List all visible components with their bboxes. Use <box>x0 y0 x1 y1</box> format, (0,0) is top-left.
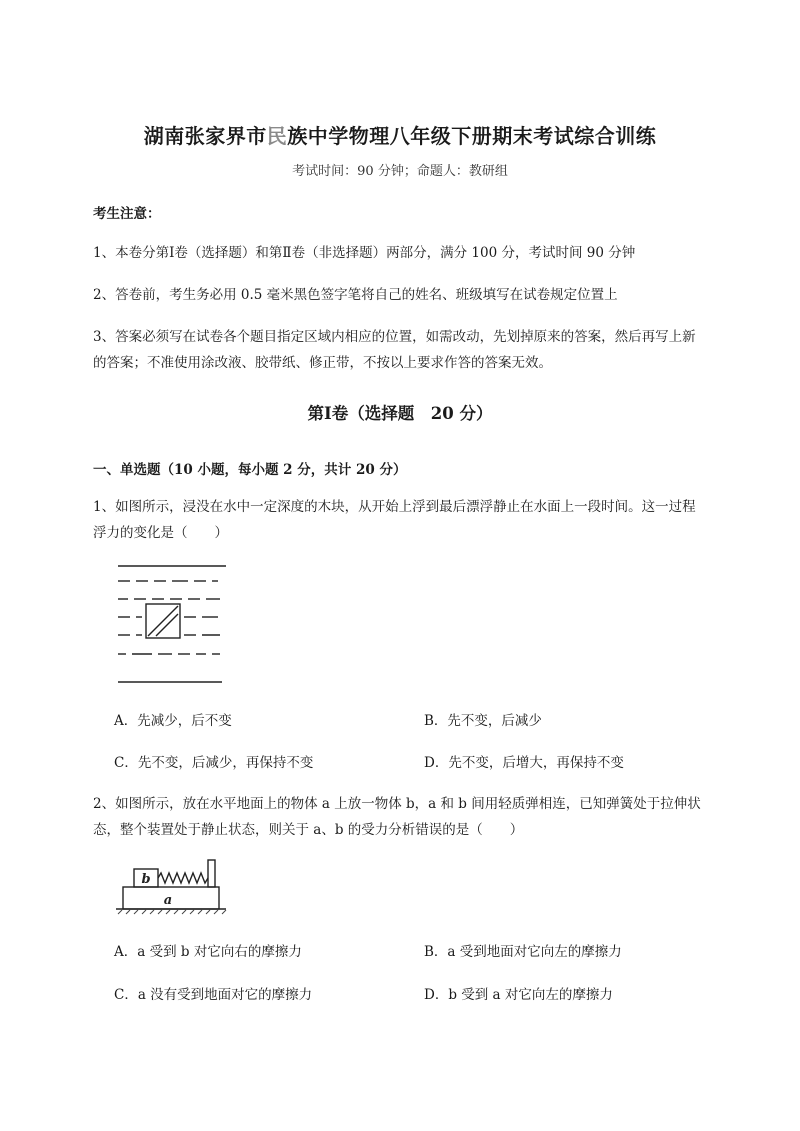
q1-option-a[interactable]: A．先减少，后不变 <box>114 713 232 729</box>
block-b-label: b <box>141 872 151 887</box>
section-title: 第Ⅰ卷（选择题 20 分） <box>307 404 493 423</box>
q1-option-d[interactable]: D．先不变，后增大，再保持不变 <box>424 755 624 771</box>
notice-item-2: 2、答卷前，考生务必用 0.5 毫米黑色签字笔将自己的姓名、班级填写在试卷规定位置上 <box>93 287 618 303</box>
q2-figure <box>112 852 232 922</box>
q1-figure <box>112 560 232 690</box>
exam-title <box>0 120 800 149</box>
block-a-label: a <box>163 893 173 908</box>
q2-option-c[interactable]: C．a 没有受到地面对它的摩擦力 <box>114 987 313 1003</box>
q2-option-a[interactable]: A．a 受到 b 对它向右的摩擦力 <box>114 944 302 960</box>
q2-option-b[interactable]: B．a 受到地面对它向左的摩擦力 <box>424 944 622 960</box>
q2-option-d[interactable]: D．b 受到 a 对它向左的摩擦力 <box>424 987 613 1003</box>
notice-item-1: 1、本卷分第Ⅰ卷（选择题）和第Ⅱ卷（非选择题）两部分，满分 100 分，考试时间 90 分钟 <box>93 245 636 261</box>
q2-stem-line-1: 2、如图所示，放在水平地面上的物体 a 上放一物体 b，a 和 b 间用轻质弹相连，已知弹簧处于拉伸状 <box>93 796 701 812</box>
notice-item-3-line-1: 3、答案必须写在试卷各个题目指定区域内相应的位置，如需改动，先划掉原来的答案，然后再写上新 <box>93 329 696 345</box>
notice-item-3-line-2: 的答案；不准使用涂改液、胶带纸、修正带，不按以上要求作答的答案无效。 <box>93 355 552 371</box>
q2-stem-line-2: 态，整个装置处于静止状态，则关于 a、b 的受力分析错误的是（ ） <box>93 822 524 838</box>
q1-stem-line-1: 1、如图所示，浸没在水中一定深度的木块，从开始上浮到最后漂浮静止在水面上一段时间。这一过程 <box>93 499 696 515</box>
title-part-1: 湖南张家界市 <box>143 124 267 148</box>
title-part-3: 族中学物理八年级下册期末考试综合训练 <box>287 124 657 148</box>
q1-option-c[interactable]: C．先不变，后减少，再保持不变 <box>114 755 314 771</box>
title-part-2: 民 <box>266 124 288 148</box>
exam-subtitle: 考试时间：90 分钟；命题人：教研组 <box>292 164 508 179</box>
q1-stem-line-2: 浮力的变化是（ ） <box>93 525 228 541</box>
notice-heading: 考生注意： <box>93 206 161 222</box>
section-subhead: 一、单选题（10 小题，每小题 2 分，共计 20 分） <box>93 462 407 478</box>
q1-option-b[interactable]: B．先不变，后减少 <box>424 713 542 729</box>
